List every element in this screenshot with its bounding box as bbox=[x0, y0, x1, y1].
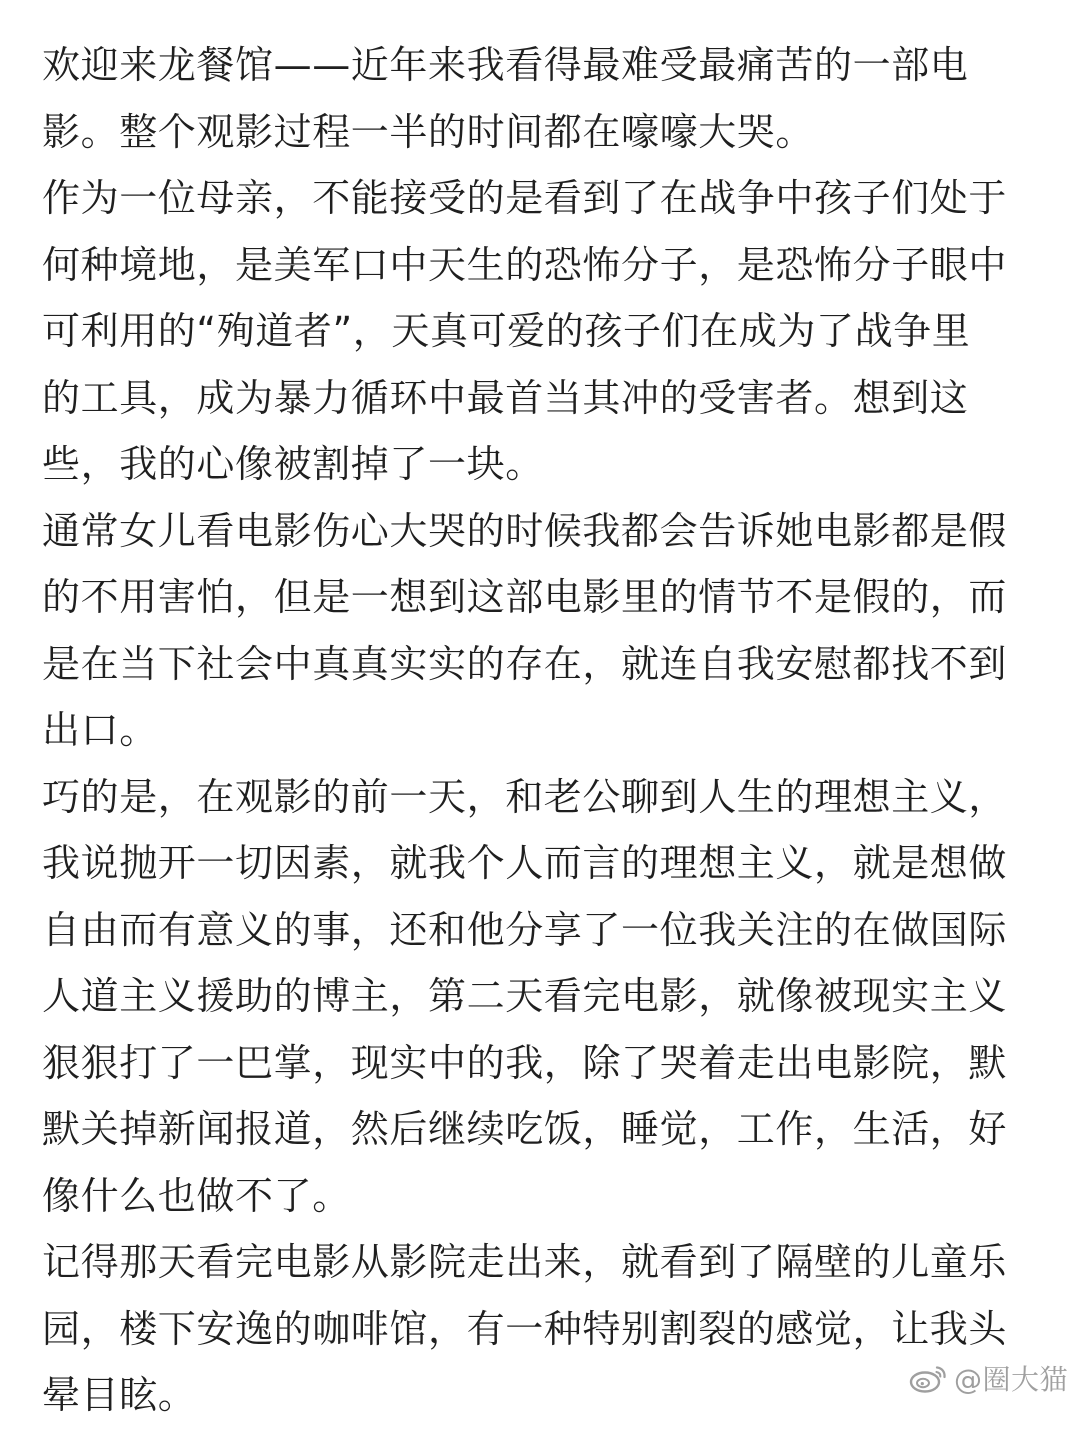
article-line: 自由而有意义的事，还和他分享了一位我关注的在做国际 bbox=[42, 907, 1008, 952]
article-line: 像什么也做不了。 bbox=[42, 1173, 351, 1218]
article-line: 些，我的心像被割掉了一块。 bbox=[42, 442, 544, 486]
article-line: 记得那天看完电影从影院走出来，就看到了隔壁的儿童乐 bbox=[42, 1240, 1008, 1284]
article-line: 出口。 bbox=[42, 708, 158, 752]
article-body bbox=[42, 32, 1042, 1429]
article-line: 通常女儿看电影伤心大哭的时候我都会告诉她电影都是假 bbox=[42, 508, 1008, 553]
article-line: 狠狠打了一巴掌，现实中的我，除了哭着走出电影院，默 bbox=[42, 1040, 1008, 1085]
article-line: 园，楼下安逸的咖啡馆，有一种特别割裂的感觉，让我头 bbox=[42, 1306, 1008, 1351]
weibo-icon bbox=[908, 1362, 948, 1394]
article-line: 的工具，成为暴力循环中最首当其冲的受害者。想到这 bbox=[42, 375, 969, 420]
article-line: 可利用的“殉道者”，天真可爱的孩子们在成为了战争里 bbox=[42, 309, 971, 353]
article-line: 欢迎来龙餐馆——近年来我看得最难受最痛苦的一部电 bbox=[42, 43, 969, 87]
article-line: 的不用害怕，但是一想到这部电影里的情节不是假的，而 bbox=[42, 575, 1008, 619]
article-line: 默关掉新闻报道，然后继续吃饭，睡觉，工作，生活，好 bbox=[42, 1107, 1008, 1151]
weibo-watermark bbox=[908, 1358, 1068, 1398]
article-line: 我说抛开一切因素，就我个人而言的理想主义，就是想做 bbox=[42, 841, 1008, 885]
article-line: 何种境地，是美军口中天生的恐怖分子，是恐怖分子眼中 bbox=[42, 242, 1008, 287]
article-line: 晕目眩。 bbox=[42, 1373, 197, 1417]
article-line: 人道主义援助的博主，第二天看完电影，就像被现实主义 bbox=[42, 974, 1008, 1018]
article-line: 是在当下社会中真真实实的存在，就连自我安慰都找不到 bbox=[42, 641, 1008, 686]
article-line: 影。整个观影过程一半的时间都在嚎嚎大哭。 bbox=[42, 109, 815, 154]
article-line: 巧的是，在观影的前一天，和老公聊到人生的理想主义， bbox=[42, 774, 1008, 819]
article-line: 作为一位母亲，不能接受的是看到了在战争中孩子们处于 bbox=[42, 176, 1008, 220]
watermark-text: @圈大猫 bbox=[953, 1363, 1068, 1396]
